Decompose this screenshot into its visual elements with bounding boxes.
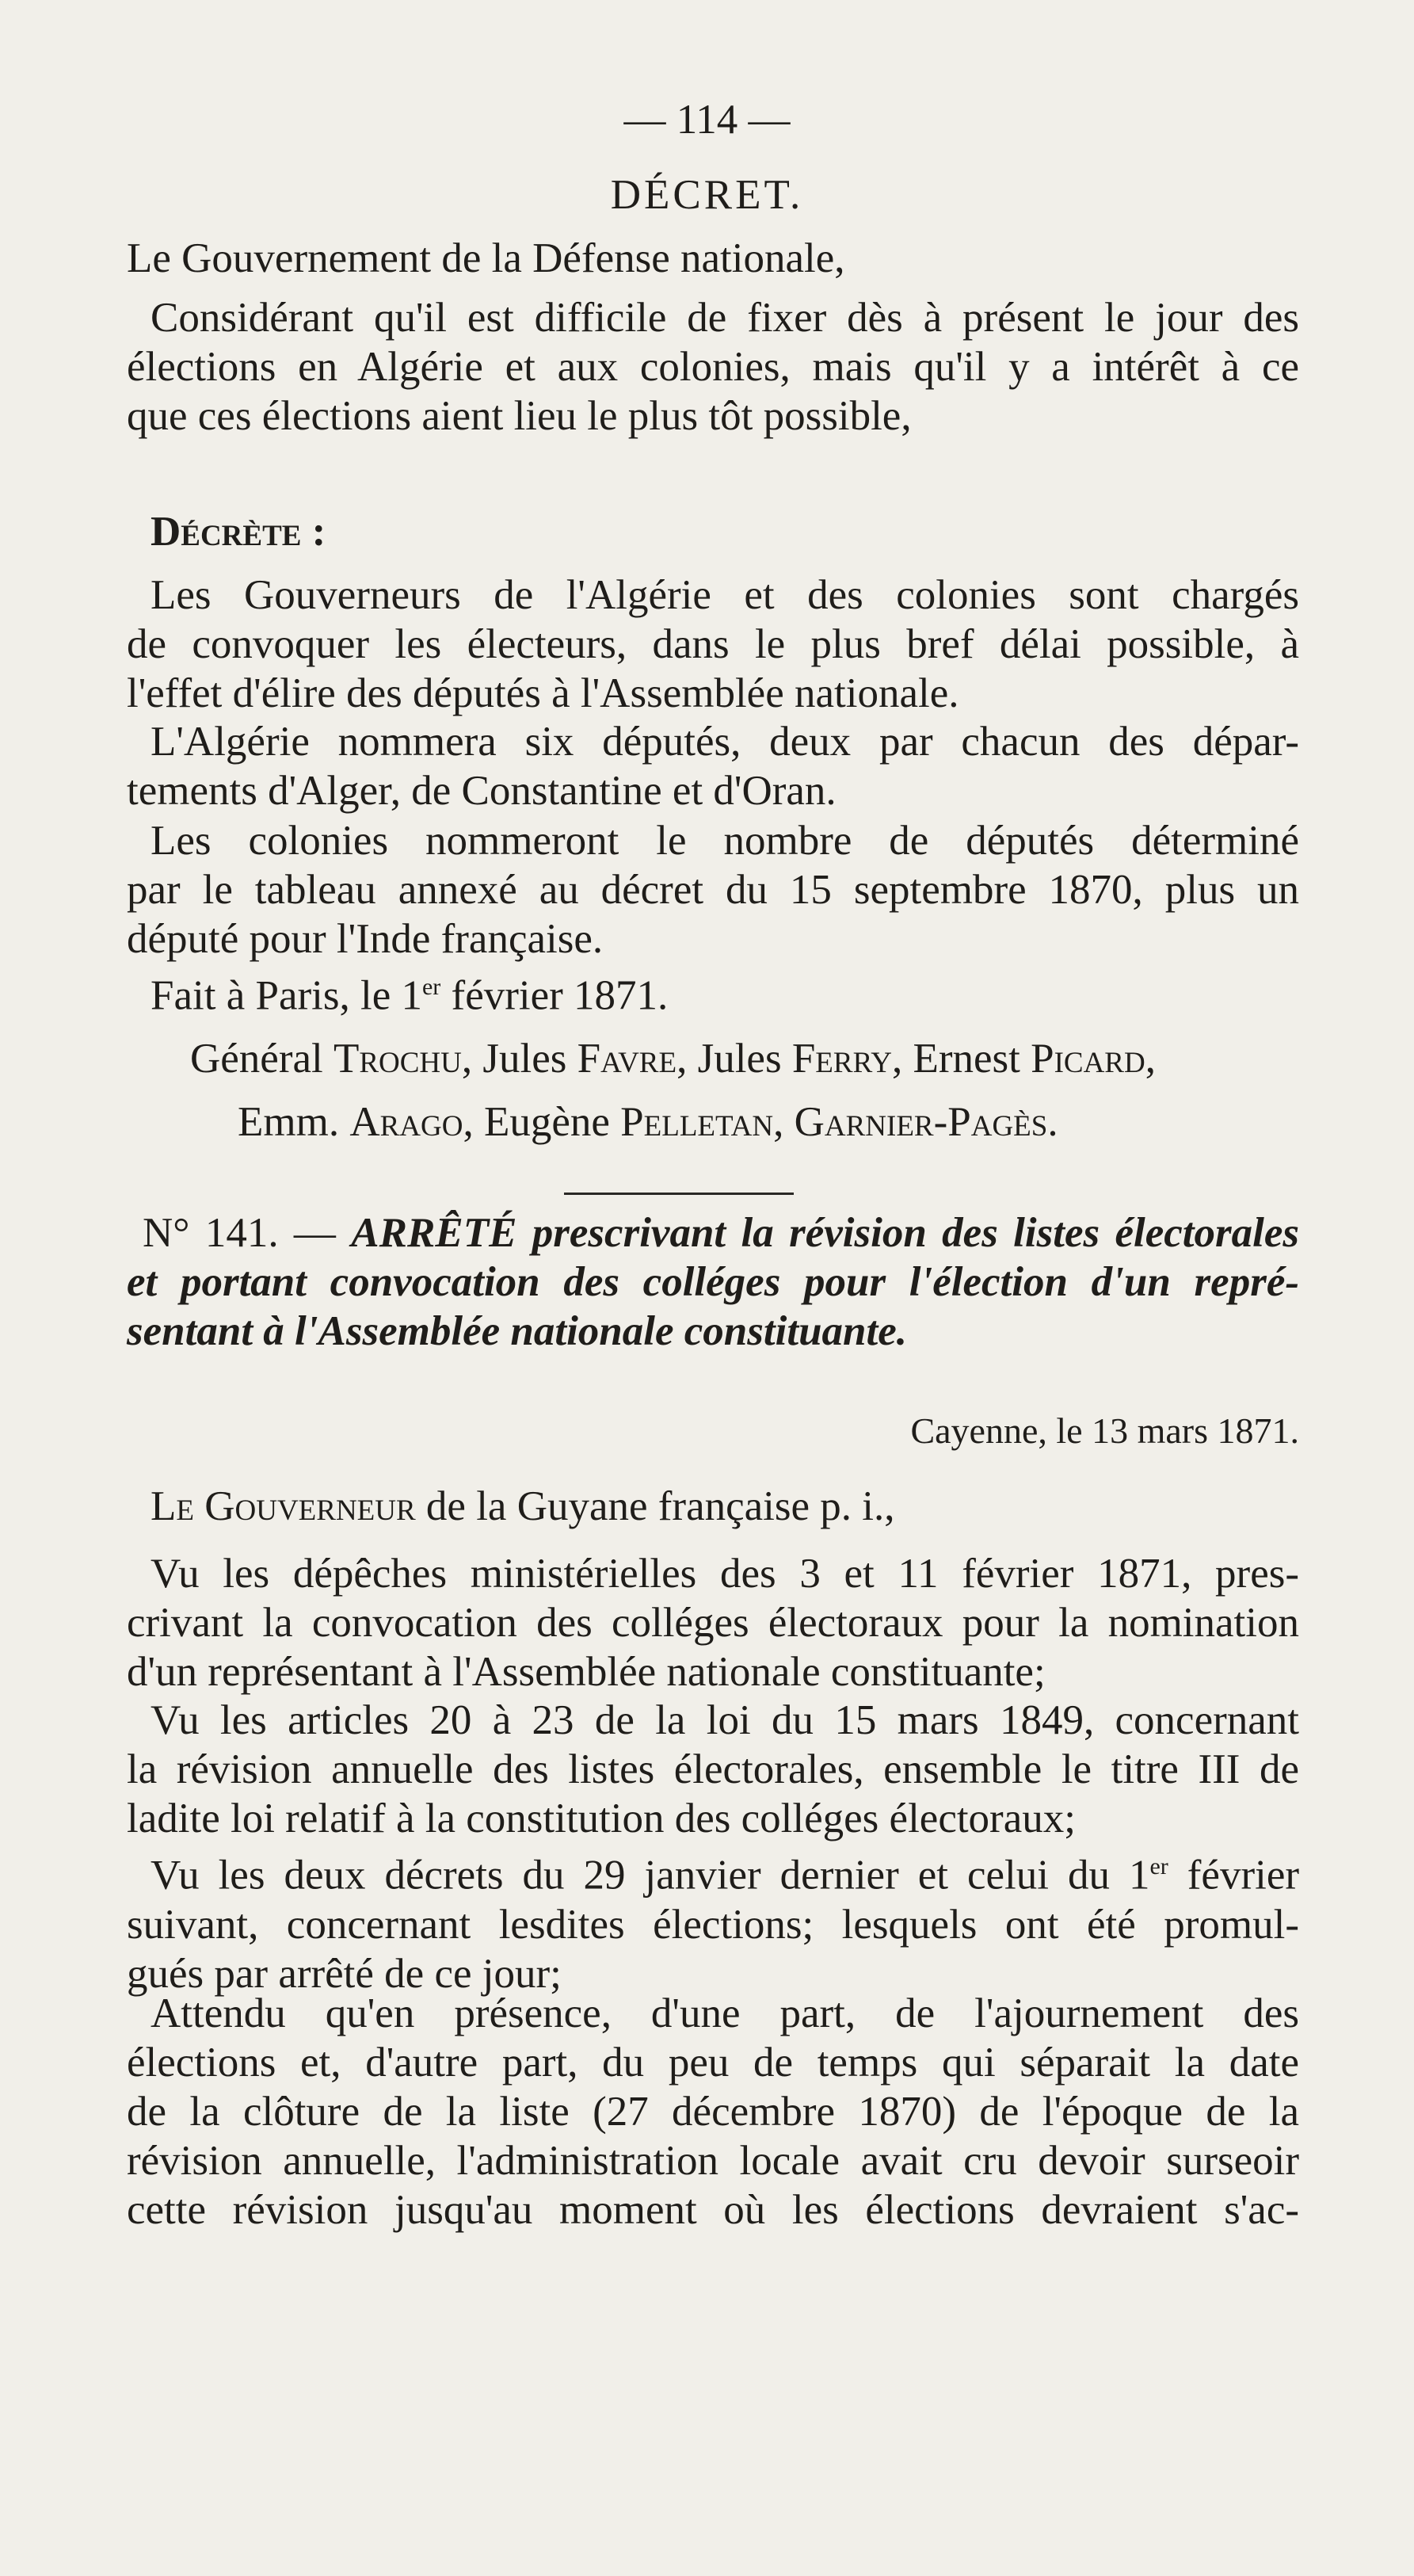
sig-text: , (773, 1099, 795, 1145)
sig-text: , Jules (461, 1036, 577, 1082)
article-line: L'Algérie nommera six députés, deux par chacun des dépar- (151, 719, 1299, 765)
sig-text: , (1145, 1036, 1156, 1082)
vu-line: Vu les articles 20 à 23 de la loi du 15 mars 1849, concernant (151, 1697, 1299, 1743)
vu-line: d'un représentant à l'Assemblée nationale constituante; (127, 1649, 1046, 1695)
signatory-name: Garnier-Pagès (794, 1099, 1048, 1145)
sig-text: , Ernest (891, 1036, 1031, 1082)
arrete-title-line: et portant convocation des colléges pour l'élection d'un repré- (127, 1259, 1299, 1305)
signatory-name: Ferry (791, 1036, 892, 1082)
section-divider (564, 1193, 794, 1195)
attendu-line: élections et, d'autre part, du peu de temps qui séparait la date (127, 2040, 1299, 2086)
arrete-title-text: ARRÊTÉ prescrivant la révision des listes électorales (351, 1210, 1299, 1256)
article-line: Les colonies nommeront le nombre de députés déterminé (151, 818, 1299, 864)
signatories-line-1 (190, 1034, 1156, 1083)
fait-text-after: février 1871. (440, 972, 669, 1019)
decrete-label: Décrète : (151, 509, 326, 555)
fait-line (127, 963, 1323, 1021)
signatory-name: Pelletan (620, 1099, 774, 1145)
vu-line (127, 1842, 1299, 1900)
signatory-name: Trochu (333, 1036, 462, 1082)
article-line: tements d'Alger, de Constantine et d'Oran. (127, 768, 837, 814)
vu-line: la révision annuelle des listes électorales, ensemble le titre III de (127, 1746, 1299, 1792)
attendu-line: révision annuelle, l'administration locale avait cru devoir surseoir (127, 2138, 1299, 2184)
decree-article-2 (127, 717, 1299, 815)
place-date: Cayenne, le 13 mars 1871. (910, 1410, 1299, 1451)
vu-line: crivant la convocation des colléges électoraux pour la nomination (127, 1600, 1299, 1646)
article-line: député pour l'Inde française. (127, 916, 604, 962)
gouverneur-rest: de la Guyane française p. i., (415, 1483, 895, 1529)
arrete-title-line: sentant à l'Assemblée nationale constituante. (127, 1308, 908, 1354)
sig-text: Emm. (238, 1099, 350, 1145)
decree-heading: DÉCRET. (610, 172, 804, 218)
vu3-sup: er (1149, 1853, 1168, 1880)
considerant-paragraph (127, 293, 1299, 441)
gouverneur-label: Le Gouverneur (151, 1483, 416, 1529)
considerant-line: que ces élections aient lieu le plus tôt possible, (127, 393, 912, 439)
arrete-title (127, 1208, 1299, 1356)
article-line: Les Gouverneurs de l'Algérie et des colonies sont chargés (151, 572, 1299, 618)
considerant-line: Considérant qu'il est difficile de fixer dès à présent le jour des (151, 295, 1299, 341)
article-line: par le tableau annexé au décret du 15 septembre 1870, plus un (127, 867, 1299, 913)
signatory-name: Arago (349, 1099, 463, 1145)
signatories-line-2 (238, 1097, 1058, 1147)
vu-line: Vu les dépêches ministérielles des 3 et 11 février 1871, pres- (151, 1551, 1299, 1597)
signatory-name: Picard (1031, 1036, 1145, 1082)
sig-text: Général (190, 1036, 333, 1082)
vu-paragraph-1 (127, 1549, 1299, 1696)
fait-text: Fait à Paris, le 1 (151, 972, 422, 1019)
vu-line: ladite loi relatif à la constitution des colléges électoraux; (127, 1796, 1076, 1841)
decree-intro (127, 234, 1299, 283)
vu-line: suivant, concernant lesdites élections; lesquels ont été promul- (127, 1901, 1299, 1948)
vu3-text: Vu les deux décrets du 29 janvier dernier et celui du 1 (151, 1852, 1150, 1899)
vu-line: gués par arrêté de ce jour; (127, 1950, 562, 1997)
vu3-text-after: février (1168, 1852, 1299, 1899)
sig-text: , Eugène (463, 1099, 621, 1145)
sig-text: , Jules (677, 1036, 792, 1082)
gouverneur-line (127, 1482, 1323, 1531)
decree-intro-text: Le Gouvernement de la Défense nationale, (127, 235, 845, 281)
page-number: — 114 — (623, 97, 791, 143)
attendu-line: cette révision jusqu'au moment où les élections devraient s'ac- (127, 2187, 1299, 2233)
fait-sup: er (421, 974, 441, 1000)
vu-paragraph-2 (127, 1696, 1299, 1843)
attendu-line: de la clôture de la liste (27 décembre 1870) de l'époque de la (127, 2089, 1299, 2135)
decree-article-3 (127, 816, 1299, 964)
considerant-line: élections en Algérie et aux colonies, mais qu'il y a intérêt à ce (127, 344, 1299, 390)
attendu-paragraph (127, 1989, 1299, 2234)
sig-text: . (1047, 1099, 1058, 1145)
decree-article-1 (127, 571, 1299, 718)
arrete-title-line (127, 1208, 1299, 1257)
attendu-line: Attendu qu'en présence, d'une part, de l'ajournement des (151, 1990, 1299, 2036)
signatory-name: Favre (577, 1036, 677, 1082)
arrete-number: N° 141. — (143, 1210, 352, 1256)
article-line: de convoquer les électeurs, dans le plus bref délai possible, à (127, 621, 1299, 667)
vu-paragraph-3 (127, 1842, 1299, 1998)
article-line: l'effet d'élire des députés à l'Assemblée nationale. (127, 670, 959, 716)
